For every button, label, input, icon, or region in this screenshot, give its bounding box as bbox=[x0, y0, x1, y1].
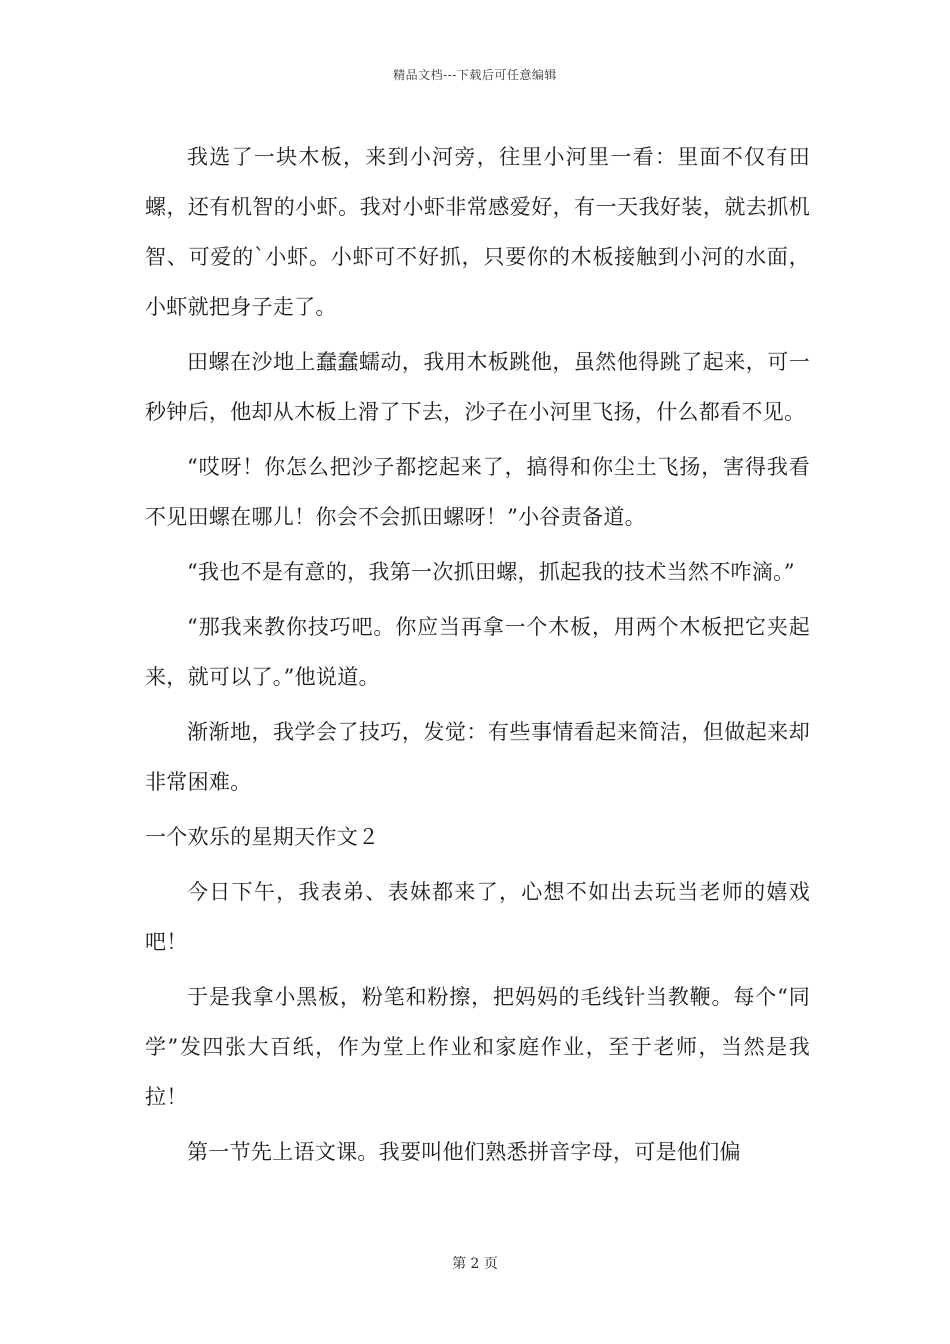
paragraph: 我选了一块木板，来到小河旁，往里小河里一看：里面不仅有田螺，还有机智的小虾。我对小虾非常感爱好，有一天我好装，就去抓机智、可爱的`小虾。小虾可不好抓，只要你的木板接触到小河的水面，小虾就把身子走了。 bbox=[145, 145, 810, 319]
section-title: 一个欢乐的星期天作文２ bbox=[145, 825, 380, 849]
paragraph: 第一节先上语文课。我要叫他们熟悉拼音字母，可是他们偏 bbox=[187, 1140, 741, 1164]
paragraph: 田螺在沙地上蠢蠢蠕动，我用木板跳他，虽然他得跳了起来，可一秒钟后，他却从木板上滑了下去，沙子在小河里飞扬，什么都看不见。 bbox=[145, 350, 810, 424]
paragraph: 渐渐地，我学会了技巧，发觉：有些事情看起来简洁，但做起来却非常困难。 bbox=[145, 720, 810, 794]
page-header: 精品文档---下载后可任意编辑 bbox=[393, 68, 557, 82]
paragraph: “我也不是有意的，我第一次抓田螺，抓起我的技术当然不咋滴。” bbox=[187, 560, 795, 584]
paragraph: “那我来教你技巧吧。你应当再拿一个木板，用两个木板把它夹起来，就可以了。”他说道。 bbox=[145, 615, 810, 689]
paragraph: “哎呀！你怎么把沙子都挖起来了，搞得和你尘土飞扬，害得我看不见田螺在哪儿！你会不会抓田螺呀！”小谷责备道。 bbox=[145, 455, 810, 529]
paragraph: 于是我拿小黑板，粉笔和粉擦，把妈妈的毛线针当教鞭。每个“同学”发四张大百纸，作为堂上作业和家庭作业，至于老师，当然是我拉！ bbox=[145, 985, 810, 1109]
paragraph: 今日下午，我表弟、表妹都来了，心想不如出去玩当老师的嬉戏吧！ bbox=[145, 880, 810, 954]
document-body bbox=[145, 132, 810, 1182]
page-number: 第 2 页 bbox=[452, 1256, 498, 1272]
